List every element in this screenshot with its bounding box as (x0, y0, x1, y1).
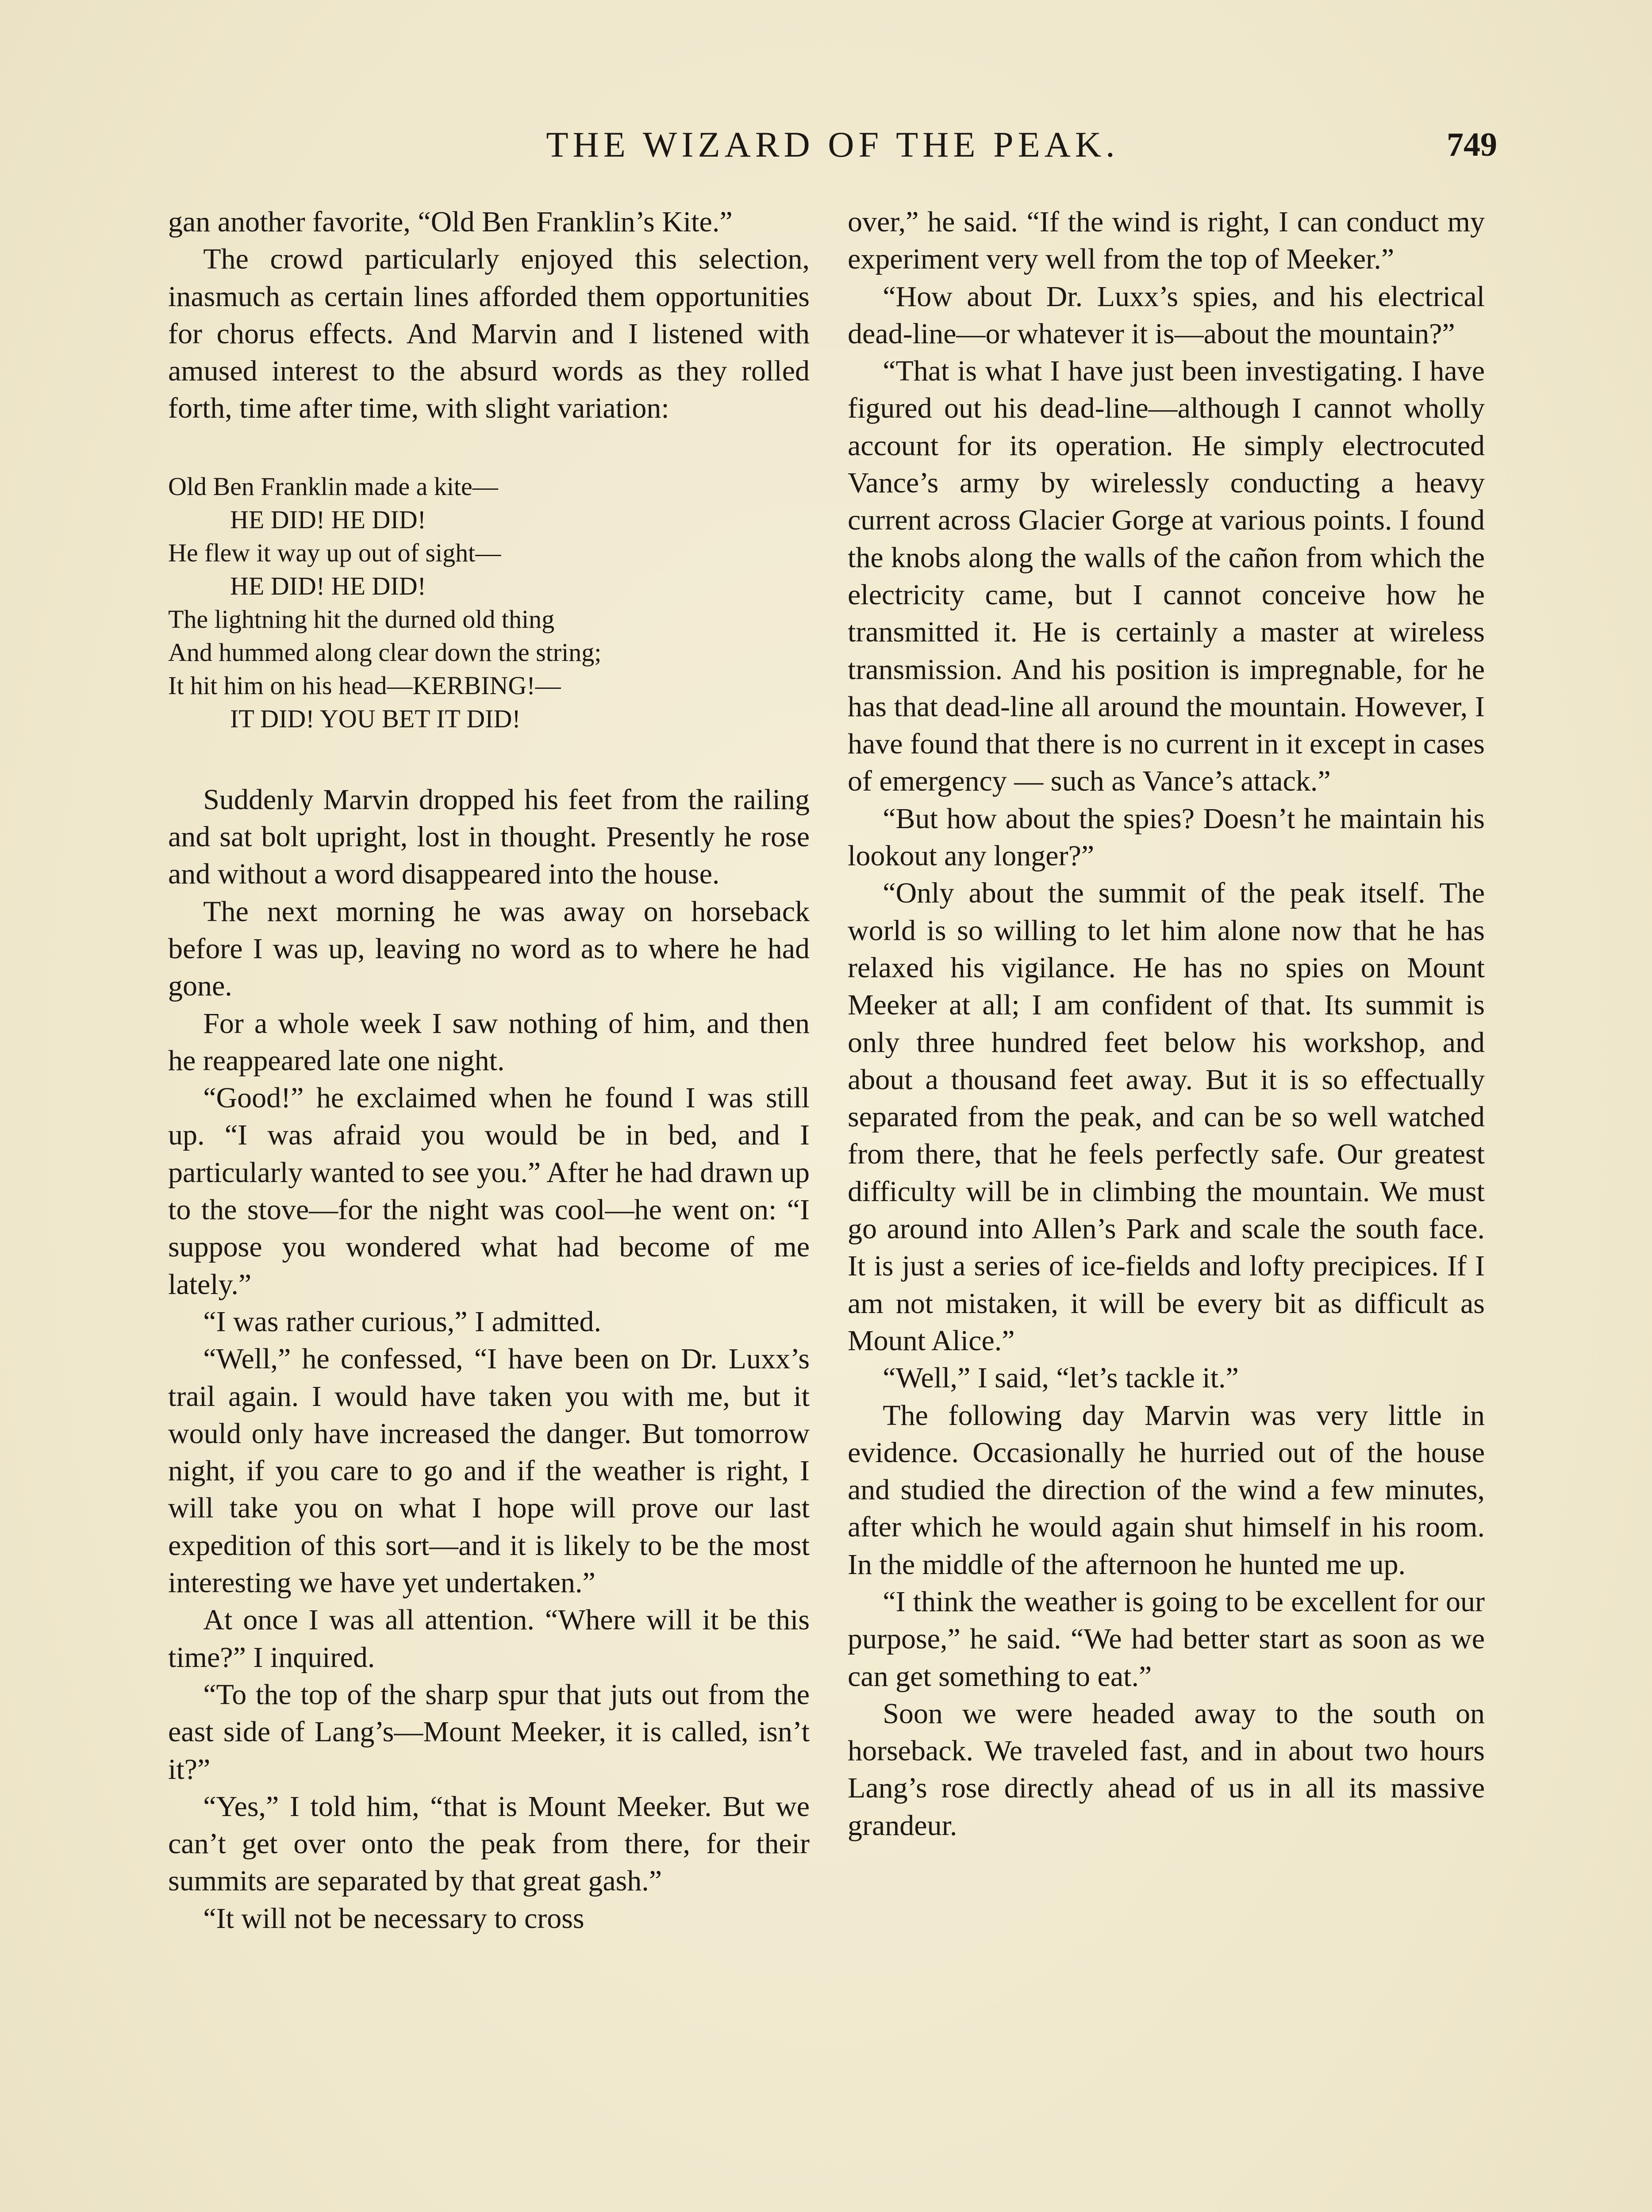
paragraph: “How about Dr. Luxx’s spies, and his electrical dead-line—or whatever it is—about the mountain?” (848, 280, 1485, 350)
left-column (168, 204, 810, 1937)
paragraph: “It will not be necessary to cross (203, 1902, 584, 1935)
running-head (168, 120, 1497, 169)
paragraph: “Only about the summit of the peak itself. The world is so willing to let him alone now that he has relaxed his vigilance. He has no spies on Mount Meeker at all; I am confident of that. Its summit is only three hundred feet below his workshop, and about a thousand feet away. But it is so effectually separated from the peak, and can be so well watched from there, that he feels perfectly safe. Our greatest difficulty will be in climbing the mountain. We must go around into Allen’s Park and scale the south face. It is just a series of ice-fields and lofty precipices. If I am not mistaken, it will be every bit as difficult as Mount Alice.” (848, 877, 1485, 1357)
paragraph: “That is what I have just been investigating. I have figured out his dead-line—although I cannot wholly account for its operation. He simply electrocuted Vance’s army by wirelessly conducting a heavy current across Glacier Gorge at various points. I found the knobs along the walls of the cañon from which the electricity came, but I cannot conceive how he transmitted it. He is certainly a master at wireless transmission. And his position is impregnable, for he has that dead-line all around the mountain. However, I have found that there is no current in it except in cases of emergency — such as Vance’s attack.” (848, 355, 1485, 798)
paragraph: “I was rather curious,” I admitted. (203, 1305, 601, 1338)
paragraph: “But how about the spies? Doesn’t he maintain his lookout any longer?” (848, 802, 1485, 872)
paragraph: The next morning he was away on horseback before I was up, leaving no word as to where he had gone. (168, 895, 810, 1002)
paragraph: over,” he said. “If the wind is right, I can conduct my experiment very well from the top of Meeker.” (848, 206, 1485, 276)
paragraph: “Well,” I said, “let’s tackle it.” (883, 1362, 1239, 1394)
verse-line: Old Ben Franklin made a kite— (168, 472, 498, 501)
verse-line: It hit him on his head—KERBING!— (168, 671, 561, 700)
paragraph: “I think the weather is going to be excellent for our purpose,” he said. “We had better start as soon as we can get something to eat.” (848, 1585, 1485, 1693)
paragraph: “Well,” he confessed, “I have been on Dr. Luxx’s trail again. I would have taken you with me, but it would only have increased the danger. But tomorrow night, if you care to go and if the weather is right, I will take you on what I hope will prove our last expedition of this sort—and it is likely to be the most interesting we have yet undertaken.” (168, 1343, 810, 1599)
paragraph: The following day Marvin was very little in evidence. Occasionally he hurried out of the house and studied the direction of the wind a few minutes, after which he would again shut himself in his room. In the middle of the afternoon he hunted me up. (848, 1399, 1485, 1581)
verse-line: HE DID! HE DID! (230, 571, 426, 600)
verse-line: HE DID! HE DID! (230, 505, 426, 534)
running-title: THE WIZARD OF THE PEAK. (546, 124, 1119, 165)
verse-line: And hummed along clear down the string; (168, 637, 602, 667)
paragraph: At once I was all attention. “Where will it be this time?” I inquired. (168, 1604, 810, 1674)
paragraph: For a whole week I saw nothing of him, and then he reappeared late one night. (168, 1007, 810, 1077)
paragraph: The crowd particularly enjoyed this selection, inasmuch as certain lines afforded them opportunities for chorus effects. And Marvin and I listened with amused interest to the absurd words as they rolled forth, time after time, with slight variation: (168, 243, 810, 425)
right-column (848, 204, 1485, 1844)
paragraph: Suddenly Marvin dropped his feet from the railing and sat bolt upright, lost in thought. Presently he rose and without a word disappeared into the house. (168, 783, 810, 891)
paragraph: “To the top of the sharp spur that juts out from the east side of Lang’s—Mount Meeker, it is called, isn’t it?” (168, 1678, 810, 1786)
paragraph: “Good!” he exclaimed when he found I was still up. “I was afraid you would be in bed, and I particularly wanted to see you.” After he had drawn up to the stove—for the night was cool—he went on: “I suppose you wondered what had become of me lately.” (168, 1082, 810, 1301)
page-number: 749 (1447, 126, 1497, 163)
paragraph: gan another favorite, “Old Ben Franklin’s Kite.” (168, 206, 733, 238)
paragraph: Soon we were headed away to the south on horseback. We traveled fast, and in about two hours Lang’s rose directly ahead of us in all its massive grandeur. (848, 1697, 1485, 1842)
song-verse (168, 470, 810, 735)
paragraph: “Yes,” I told him, “that is Mount Meeker. But we can’t get over onto the peak from there, for their summits are separated by that great gash.” (168, 1790, 810, 1897)
verse-line: IT DID! YOU BET IT DID! (230, 704, 521, 733)
verse-line: The lightning hit the durned old thing (168, 604, 555, 634)
verse-line: He flew it way up out of sight— (168, 538, 501, 567)
